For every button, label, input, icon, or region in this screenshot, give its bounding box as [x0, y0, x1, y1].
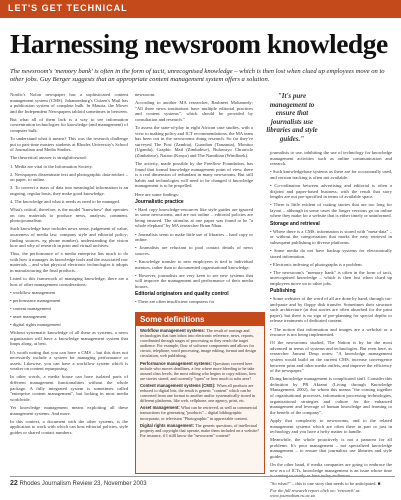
- definition-text: When all products are reduced to digital bits, the result is generic "content" which can be converted from one format to another and/or systematically stored in different platforms, like web, cellphone, one agency, print, etc.: [140, 382, 256, 404]
- definition-text: The result of routings and technologies that turn inbox into electronic reference, news, reports, coordinated through stages of processing as they reach the target audience. For example, flow of software components and allows for circuit, telephone, word processing, image editing, format and design circulation, web publishing.: [140, 328, 257, 359]
- definition-term: Performance management systems:: [140, 360, 214, 366]
- bullet-item: • Electronic indexing of photographs is a problem.: [270, 261, 363, 267]
- body-paragraph: On the other hand, if media companies are going to embrace the new era of ICTs, knowledge management is an issue whose time is coming so surely as here today audiences.: [270, 462, 392, 479]
- body-paragraph: Thus, the performance of a media enterprise has much to do with how it manages its knowledge tools and the associated raw materials – and what physical electronic technologies it adopts in manufacturing the final products.: [10, 251, 128, 274]
- body-paragraph: journalists to use, inhibiting the use of technology for knowledge management activities such as online communication and research.: [270, 150, 392, 167]
- page-number: 22: [10, 480, 18, 487]
- definition-entry: [140, 361, 260, 381]
- publication-name: Rhodes Journalism Review 23, November 2003: [19, 481, 147, 487]
- bullet-item: • However, journalists are very keen to see new systems that will improve the management and performance of their media houses.: [135, 272, 253, 289]
- body-paragraph: 2. Newspapers disseminate text and photographic data-artifact – on paper, to online.: [10, 171, 128, 183]
- article-column-3: [270, 150, 392, 487]
- body-paragraph: Nordic's Nolon newspaper has a sophisticated content management system (CMS). Johannesburg's Citizen's Mail has a publication system of complete bulk. In Mauria, the Mover and the Independent Newspapers tabloid sometimes in between.: [10, 92, 128, 114]
- definitions-sidebar: [135, 312, 265, 474]
- definition-text: The generic questions, of intellectual property and copyright that operate, make them included on a website? For instance, if I stilll know the "newsroom" content?: [140, 422, 259, 438]
- body-paragraph: According to another MA researcher, Rashneet Mohamedy: "All three news institutions have multiple editorial practices and content systems", which should be provided by consultation and research.": [135, 100, 253, 122]
- body-paragraph: • workflow management: [10, 289, 56, 295]
- bullet-item: • Hard copy knowledge-resources like style guides are ignored in some newsrooms, and are not online – editorial policies are being ensured. The stimulus at one paper was found to be "a whole elephant" by MA researcher Brian Nhau.: [135, 206, 253, 229]
- body-paragraph: To understand what it means? This was the research challenge put to part-time masters students at Rhodes University's School of Journalism and Media Studies.: [10, 136, 128, 153]
- definition-term: Digital rights management:: [140, 422, 196, 428]
- definition-entry: [140, 405, 260, 420]
- headline: Harnessing newsroom knowledge: [10, 28, 388, 59]
- body-paragraph: To assess the state-of-play in eight African case studies, with a view to making policy and ICT recommendations, the MA team has been out in the newsrooms doing research. So far they've surveyed The Post (Zambia), Guardian (Tanzania), Monitor (Uganda), Graphic Mail (Zimbabwe), Bulawayo Chronicle (Zimbabwe), Nation (Kenya) and The Namibian (Windhoek).: [135, 124, 253, 158]
- body-paragraph: What's critical, therefore, is the model "knowhow" that operates on raw materials to produce news, analysis, comment, phototjournalism.: [10, 207, 128, 224]
- section-header-bar: [0, 0, 401, 18]
- body-paragraph: • The notion that information and images are a webchat or a resource is not being implemented.: [270, 326, 392, 338]
- body-paragraph: Apply that complexity to newsrooms, and to the related management systems which are often there in part or just in technology and you have a hefty matter to handle.: [270, 417, 392, 435]
- standfirst: The newsroom's 'memory bank' is often in the form of tacit, unrecognised knowledge – which is then lost when clued up employees move on to other jobs. Guy Berger suggests that an appropriate content management system offers a solution.: [10, 68, 385, 83]
- body-paragraph: • Co-ordination between advertising and editorial is often a disjoint and paper-based business, with the result that story lengths are not pre-specified in terms of available space.: [270, 182, 392, 200]
- body-paragraph: 1. Media are vital to the Information Society.: [10, 163, 93, 169]
- bullet-item: • Journalists seem to make little use of libraries – hard copy or online.: [135, 231, 253, 243]
- body-paragraph: • content management: [10, 306, 51, 311]
- body-paragraph: Yet knowledge management means exploiting all these management systems. And more.: [10, 404, 128, 416]
- bullet-item: • The newsroom's "memory bank" is often in the form of tacit, unrecognised knowledge – which is then lost when clued up employees move on to other jobs.: [270, 269, 392, 286]
- definition-term: Asset management:: [140, 405, 181, 411]
- definition-entry: [140, 383, 260, 403]
- subhead-publishing: Publishing: [270, 288, 296, 295]
- pull-quote: "It's pure management to ensure that journalists use libraries and style guides.": [266, 92, 318, 143]
- body-paragraph: 4. The knowledge and what it needs as need to be managed.: [10, 199, 121, 204]
- body-paragraph: Of the newsrooms studied, The Nation is by far the most advanced in terms of systems and technologies. But even here, as researcher Jameni Deup notes: "A knowledge management system would build on the current CMS, increase convergence between print and other media outlets, and improve the efficiency of the newspaper.": [270, 340, 392, 374]
- page-footer: [10, 480, 147, 487]
- article-column-1: [10, 92, 128, 492]
- research-footnote: For the full research report click on: 'research' at: www.journalism.ru.ac.za: [270, 488, 361, 498]
- subhead-editorial-originators: Editorial originators and quality control: [135, 291, 229, 298]
- body-paragraph: Doing knowledge management is complicated stuff. Consider this definition by PR Akrami (Living through Knowledge Management, 2002), for whom this means "the coming together of organisational processes, information processing technologies, organisational strategies and culture for the enhanced management and leverage of human knowledge and learning to the benefit of the company".: [270, 376, 392, 415]
- bullet-item: • Some media do not have backup systems for electronically stored information.: [270, 247, 392, 259]
- sidebar-title: Some definitions: [136, 313, 264, 326]
- body-paragraph: In this context, a document with the other systems, is the application to work with which can host editorial policies, style guides or shared contact numbers.: [10, 418, 128, 435]
- body-paragraph: It's worth noting that you can have a CMS – but this does not necessarily include a system for managing performance or assets. Likewise, you can have a workflow system which is weaker on content repurposing.: [10, 349, 128, 372]
- body-paragraph: The activity, made possible by the Freeflow Foundation, has found that formal knowledge management point of view, there is a real dimension of redundant in many newsrooms. But still habits and technologies will need to be changed if knowledge management is to be propelled.: [135, 161, 253, 189]
- definition-term: Content management systems (CMS):: [140, 382, 217, 388]
- body-paragraph: • asset management: [10, 314, 47, 320]
- subhead-journalistic-practice: Journalistic practice: [135, 199, 184, 206]
- body-paragraph: But what all of them lack is a way to see information concentration technologies for knowledge (and management) of computer bulk.: [10, 116, 128, 134]
- sidebar-body: [136, 326, 264, 442]
- body-paragraph: newsroom.: [135, 92, 156, 97]
- body-paragraph: In other words, a media house can have isolated parts of different management functionalities without the whole package. A fully integrated system is sometimes called "enterprise content management", but lacking in most media worldwide.: [10, 374, 128, 402]
- bullet-item: • There are often insufficient computers for: [135, 299, 215, 304]
- bullet-item: • Where there is a CMS, information is stored with "meta-data" – or without the categorisation that marks the easy retrieval in subsequent publishing to diverse platforms.: [270, 228, 392, 245]
- body-paragraph: • There is little evident of cutting stories that are too long for layout – although in some cases the longer versions go on online where they make for a website that is either timely or uninformed.: [270, 202, 392, 219]
- body-paragraph: Here are some findings:: [135, 191, 180, 197]
- body-paragraph: Meanwhile, the whole proactively is not a panacea for all problems. It's poor management – not specialized knowledge management – to ensure that journalists use libraries and style guides.: [270, 437, 392, 459]
- footer-divider: [10, 476, 395, 477]
- body-paragraph: • performance management: [10, 297, 61, 303]
- body-paragraph: • digital rights management: [10, 322, 61, 328]
- subhead-storage-retrieval: Storage and retrieval: [270, 221, 320, 228]
- definition-text: What can be retrieved, as well as commercial transactions for generating "products" – digital bibliographic incorporate, or television "Photographic" in appreciable content.: [140, 405, 258, 421]
- body-paragraph: "So what?" – this is one story that needs to be anticipated. ■: [270, 481, 381, 487]
- definition-entry: [140, 423, 260, 438]
- bullet-item: • Journalists are reluctant to pool contact details of news sources.: [135, 245, 253, 256]
- body-paragraph: Such knowledge base includes news sense, judgement of value, awareness of media law, company style and editorial policy; finding sources, eg phone number), understanding the vision how and why of research in print and virtual archives.: [10, 226, 128, 249]
- section-tag: LET'S GET TECHNICAL: [8, 3, 128, 13]
- definition-entry: [140, 328, 260, 359]
- definition-term: Workflow management systems:: [140, 328, 207, 333]
- body-paragraph: Without systematic knowledge of all these as systems, a news organisation will have a knowledge management system that limps along, at best.: [10, 330, 128, 347]
- definition-text: Questions covered here include who moves deadlines, a few where more bleeding to be take around class levels, the most editing who begins to copy editors, how are stories stored, and currently "open" or how much to subs area?: [140, 360, 257, 381]
- body-paragraph: The theoretical answer is straightforward:: [10, 155, 87, 161]
- body-paragraph: • Such knowledgebase systems as there are for occasionally used, and version tracking is often not available.: [270, 169, 392, 180]
- body-paragraph: Listed to this framework of managing knowledge, there are a host of other management considerations:: [10, 276, 128, 287]
- article-column-2: [135, 92, 253, 307]
- body-paragraph: 3. To convert a mass of data into meaningful information is an ongoing, regular basis, they make good knowledge.: [10, 185, 128, 196]
- bullet-item: • Knowledge transfer to new employees is tied to individual mentors, rather than to documented organisational knowledge.: [135, 258, 253, 270]
- body-paragraph: • Some websites of the word of all are done by hand, through cut-and-paste and by floppy disk transfer. Sometimes their structure such architecture (at that stories are often absorbed for the print paper), but there is no sign of pre-planning for special depths or release treatments of dedicated content.: [270, 296, 392, 324]
